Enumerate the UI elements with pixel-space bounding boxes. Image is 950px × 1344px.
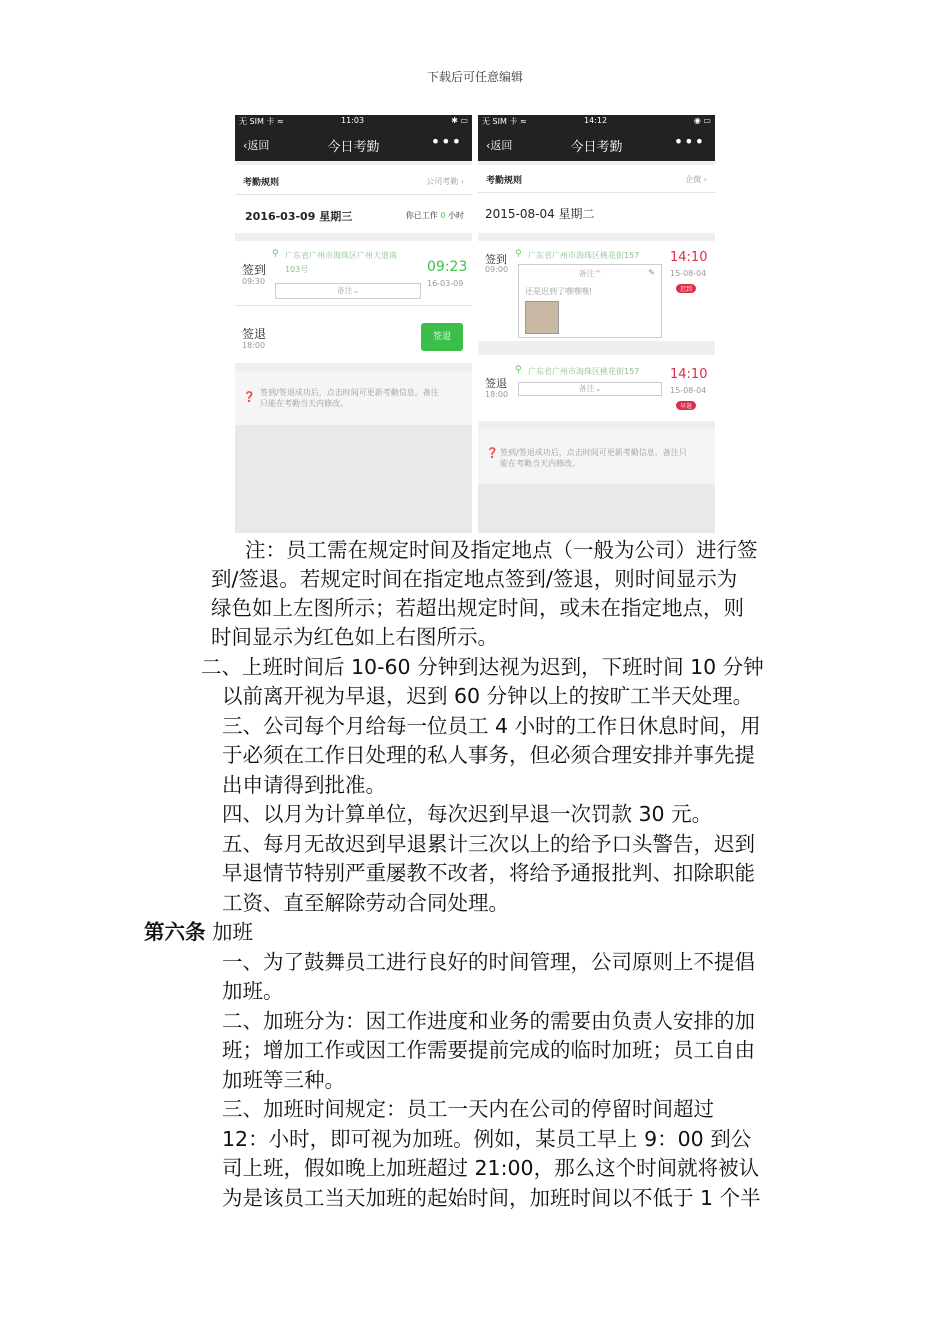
- signout-date: 15-08-04: [670, 386, 707, 395]
- remark-field[interactable]: 备注⌄: [275, 283, 421, 299]
- signin-label: 签到: [242, 263, 267, 277]
- signin-section: [235, 241, 472, 363]
- signout-clock[interactable]: 14:10: [670, 367, 708, 382]
- more-icon[interactable]: •••: [430, 132, 462, 151]
- signout-label: 签退: [242, 327, 267, 341]
- signin-date: 16-03-09: [427, 279, 464, 288]
- help-icon: ❓: [486, 448, 499, 459]
- tip-line2: 能在考勤当天内修改。: [500, 459, 580, 468]
- item3-line-2: 于必须在工作日处理的私人事务，但必须合理安排并事先提: [222, 743, 755, 767]
- item5-line-1: 五、每月无故迟到早退累计三次以上的给予口头警告，迟到: [222, 832, 755, 856]
- remark-panel[interactable]: [518, 264, 662, 338]
- ot2-line-1: 二、加班分为：因工作进度和业务的需要由负责人安排的加: [222, 1009, 755, 1033]
- right-attendance-screenshot: [478, 115, 715, 533]
- ot1-line-1: 一、为了鼓舞员工进行良好的时间管理，公司原则上不提倡: [222, 950, 755, 974]
- nav-title: 今日考勤: [327, 140, 380, 155]
- item2-line-1: 二、上班时间后 10-60 分钟到达视为迟到，下班时间 10 分钟: [201, 655, 764, 679]
- tip-line2: 只能在考勤当天内修改。: [260, 399, 348, 408]
- rules-section: [235, 165, 472, 233]
- rules-section: [478, 165, 715, 233]
- date-label: 2015-08-04 星期二: [485, 207, 595, 221]
- signout-time: 18:00: [485, 390, 509, 399]
- rules-label: 考勤规则: [243, 178, 280, 188]
- left-attendance-screenshot: [235, 115, 472, 533]
- item3-line-3: 出申请得到批准。: [222, 773, 386, 797]
- chevron-left-icon: ‹: [243, 139, 248, 152]
- remark-toggle[interactable]: 备注^: [578, 269, 602, 278]
- status-time: 11:03: [341, 116, 365, 125]
- photo-thumbnail[interactable]: [525, 301, 559, 334]
- ot3-line-4: 为是该员工当天加班的起始时间，加班时间以不低于 1 个半: [222, 1186, 761, 1210]
- ot1-line-2: 加班。: [222, 979, 284, 1003]
- remark-label: 备注: [578, 384, 595, 393]
- item4-line: 四、以月为计算单位，每次迟到早退一次罚款 30 元。: [222, 802, 713, 826]
- status-bar: [235, 115, 472, 128]
- note-line-1: 注：员工需在规定时间及指定地点（一般为公司）进行签: [245, 538, 758, 562]
- signout-section: [478, 355, 715, 421]
- note-line-2: 到/签退。若规定时间在指定地点签到/签退，则时间显示为: [211, 567, 738, 591]
- signin-address: 广东省广州市海珠区广州大道南: [285, 251, 397, 260]
- tip-section: [478, 429, 715, 484]
- nav-title: 今日考勤: [570, 140, 623, 155]
- late-badge: 迟到: [676, 284, 696, 293]
- signin-date: 15-08-04: [670, 269, 707, 278]
- ot2-line-2: 班；增加工作或因工作需要提前完成的临时加班；员工自由: [222, 1038, 755, 1062]
- help-icon: ❓: [243, 392, 256, 403]
- early-badge: 早退: [676, 401, 696, 410]
- nav-bar: [478, 128, 715, 161]
- tip-line1: 签到/签退成功后，点击时间可更新考勤信息，备注只: [500, 448, 687, 457]
- item5-line-3: 工资、直至解除劳动合同处理。: [222, 891, 509, 915]
- carrier-text: 无 SIM 卡 ≈: [482, 117, 527, 126]
- signout-button[interactable]: 签退: [421, 323, 463, 351]
- item3-line-1: 三、公司每个月给每一位员工 4 小时的工作日休息时间，用: [222, 714, 761, 738]
- worked-value: 0: [440, 211, 446, 220]
- back-label: 返回: [490, 139, 513, 152]
- carrier-text: 无 SIM 卡 ≈: [239, 117, 284, 126]
- location-pin-icon: ⚲: [515, 365, 522, 375]
- signin-label: 签到: [485, 253, 507, 266]
- remark-text: 还是迟到了嘿嘿嘿!: [525, 287, 593, 296]
- article6-title: 加班: [205, 920, 254, 944]
- signin-time: 09:00: [485, 265, 509, 274]
- empty-area: [235, 425, 472, 533]
- article6-number: 第六条: [144, 920, 206, 944]
- back-label: 返回: [247, 139, 270, 152]
- more-icon[interactable]: •••: [673, 132, 705, 151]
- rules-label: 考勤规则: [486, 176, 523, 186]
- signin-address: 广东省广州市海珠区桃花街157: [528, 251, 640, 260]
- ot3-line-2: 12：小时，即可视为加班。例如，某员工早上 9：00 到公: [222, 1127, 752, 1151]
- date-label: 2016-03-09 星期三: [245, 210, 353, 223]
- empty-area: [478, 484, 715, 533]
- rules-value[interactable]: 企微 ›: [685, 175, 707, 184]
- ot2-line-3: 加班等三种。: [222, 1068, 345, 1092]
- note-line-4: 时间显示为红色如上右图所示。: [211, 625, 498, 649]
- worked-prefix: 你已工作: [405, 211, 438, 220]
- battery-icon: ◉ ▭: [693, 116, 711, 125]
- article6-heading: [144, 918, 253, 948]
- signin-time: 09:30: [242, 277, 266, 286]
- remark-label: 备注: [336, 286, 353, 295]
- edit-icon[interactable]: ✎: [648, 268, 655, 277]
- item5-line-2: 早退情节特别严重屡教不改者，将给予通报批判、扣除职能: [222, 861, 755, 885]
- signin-clock[interactable]: 09:23: [427, 259, 468, 275]
- status-bar: [478, 115, 715, 128]
- tip-section: [235, 371, 472, 425]
- signin-clock[interactable]: 14:10: [670, 250, 708, 265]
- worked-suffix: 小时: [448, 211, 464, 220]
- remark-field[interactable]: 备注⌄: [518, 382, 662, 396]
- status-time: 14:12: [584, 116, 608, 125]
- ot3-line-3: 司上班，假如晚上加班超过 21:00，那么这个时间就将被认: [222, 1156, 760, 1180]
- nav-bar: [235, 128, 472, 161]
- tip-line1: 签到/签退成功后，点击时间可更新考勤信息，备注: [260, 388, 439, 397]
- rules-value[interactable]: 公司考勤 ›: [426, 177, 464, 186]
- battery-icon: ✱ ▭: [451, 116, 468, 125]
- worked-hours: [406, 210, 464, 221]
- ot3-line-1: 三、加班时间规定：员工一天内在公司的停留时间超过: [222, 1097, 714, 1121]
- chevron-left-icon: ‹: [486, 139, 491, 152]
- item2-line-2: 以前离开视为早退，迟到 60 分钟以上的按旷工半天处理。: [222, 684, 754, 708]
- signout-label: 签退: [485, 377, 507, 390]
- note-line-3: 绿色如上左图所示；若超出规定时间，或未在指定地点，则: [211, 596, 744, 620]
- location-pin-icon: ⚲: [515, 249, 522, 259]
- signin-address-line2: 103号: [285, 265, 309, 274]
- signout-time: 18:00: [242, 341, 266, 350]
- download-note: 下载后可任意编辑: [426, 70, 523, 84]
- location-pin-icon: ⚲: [272, 249, 279, 259]
- signout-address: 广东省广州市海珠区桃花街157: [528, 367, 640, 376]
- signin-section: [478, 241, 715, 341]
